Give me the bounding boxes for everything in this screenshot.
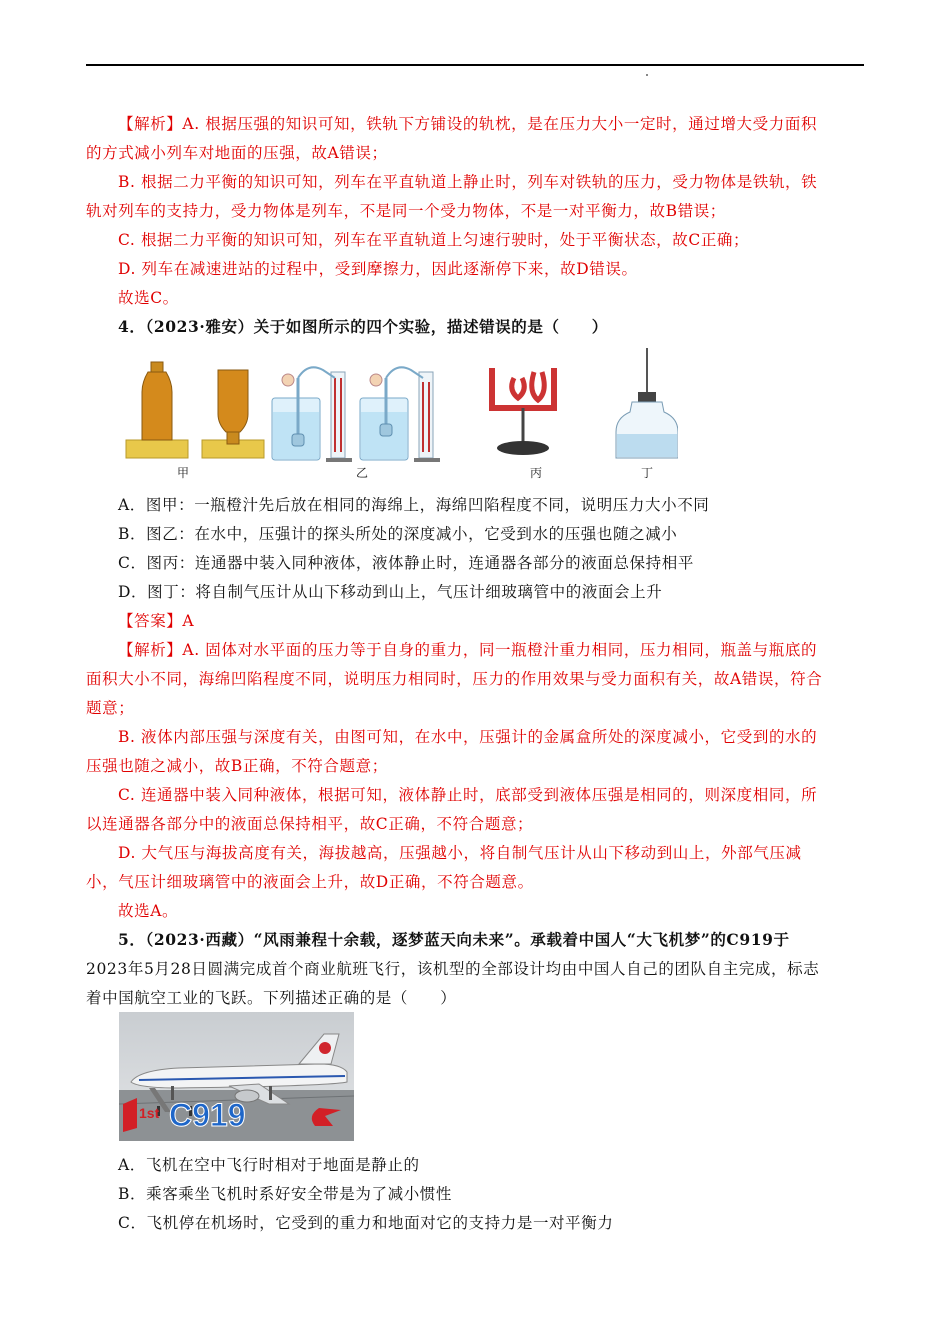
q4-option-a: A．图甲：一瓶橙汁先后放在相同的海绵上，海绵凹陷程度不同，说明压力大小不同 [118,496,710,514]
prev-analysis-a: 【解析】A. 根据压强的知识可知，铁轨下方铺设的轨枕，是在压力大小一定时，通过增大受力面积 [118,115,818,133]
q4-analysis-line: 小，气压计细玻璃管中的液面会上升，故D正确，不符合题意。 [86,873,534,891]
caption-jia: 甲 [177,466,190,480]
q5-option-a: A．飞机在空中飞行时相对于地面是静止的 [118,1156,420,1174]
q4-choice: 故选A。 [118,902,179,920]
prev-analysis-b2: 轨对列车的支持力，受力物体是列车，不是同一个受力物体，不是一对平衡力，故B错误； [86,202,726,220]
q4-option-c: C．图丙：连通器中装入同种液体，液体静止时，连通器各部分的液面总保持相平 [118,554,694,572]
prev-analysis-c: C. 根据二力平衡的知识可知，列车在平直轨道上匀速行驶时，处于平衡状态，故C正确； [118,231,750,249]
pressure-gauge-shallow-image [272,367,352,462]
q5-option-b: B．乘客乘坐飞机时系好安全带是为了减小惯性 [118,1185,452,1203]
pressure-gauge-deep-image [360,367,440,462]
c919-photo [119,1012,354,1141]
q4-analysis-line: B. 液体内部压强与深度有关，由图可知，在水中，压强计的金属盒所处的深度减小，它受到的水的 [118,728,818,746]
prev-analysis-d: D. 列车在减速进站的过程中，受到摩擦力，因此逐渐停下来，故D错误。 [118,260,638,278]
q4-analysis-line: 压强也随之减小，故B正确，不符合题意； [86,757,388,775]
q4-stem: 4．（2023·雅安）关于如图所示的四个实验，描述错误的是（ ） [118,317,608,336]
q5-option-c: C．飞机停在机场时，它受到的重力和地面对它的支持力是一对平衡力 [118,1214,614,1232]
q4-analysis-line: 题意； [86,699,135,717]
barometer-bottle-image [616,348,678,458]
q5-stem-line1: 5．（2023·西藏）“风雨兼程十余载，逐梦蓝天向未来”。承载着中国人“大飞机梦”的C919于 [118,930,790,949]
q4-answer: 【答案】A [118,612,195,630]
photo-text: C919 [169,1097,246,1133]
prev-choice: 故选C。 [118,289,179,307]
q4-option-b: B．图乙：在水中，压强计的探头所处的深度减小，它受到水的压强也随之减小 [118,525,678,543]
caption-ding: 丁 [641,466,654,480]
caption-yi: 乙 [356,466,369,480]
prev-analysis-b: B. 根据二力平衡的知识可知，列车在平直轨道上静止时，列车对铁轨的压力，受力物体是铁轨，铁 [118,173,818,191]
prev-analysis-a2: 的方式减小列车对地面的压强，故A错误； [86,144,388,162]
q4-option-d: D．图丁：将自制气压计从山下移动到山上，气压计细玻璃管中的液面会上升 [118,583,663,601]
header-mark [646,74,648,76]
q5-stem-line2: 2023年5月28日圆满完成首个商业航班飞行，该机型的全部设计均由中国人自己的团队自主完成，标志 [86,960,820,978]
q4-analysis-line: D. 大气压与海拔高度有关，海拔越高，压强越小，将自制气压计从山下移动到山上，外部气压减 [118,844,802,862]
bottle-upright-image [126,362,188,458]
q4-figure [118,348,678,480]
q4-analysis-line: 【解析】A. 固体对水平面的压力等于自身的重力，同一瓶橙汁重力相同，压力相同，瓶盖与瓶底的 [118,641,818,659]
connected-vessels-image [492,368,554,455]
q5-stem-line3: 着中国航空工业的飞跃。下列描述正确的是（ ） [86,989,457,1007]
q4-analysis-line: 面积大小不同，海绵凹陷程度不同，说明压力相同时，压力的作用效果与受力面积有关，故A错误，符合 [86,670,823,688]
bottle-inverted-image [202,370,264,458]
q4-analysis-line: C. 连通器中装入同种液体，根据可知，液体静止时，底部受到液体压强是相同的，则深度相同，所 [118,786,818,804]
q4-analysis-line: 以连通器各部分中的液面总保持相平，故C正确，不符合题意； [86,815,534,833]
photo-badge: 1st [139,1105,160,1121]
caption-bing: 丙 [530,466,543,480]
header-rule [86,64,864,66]
